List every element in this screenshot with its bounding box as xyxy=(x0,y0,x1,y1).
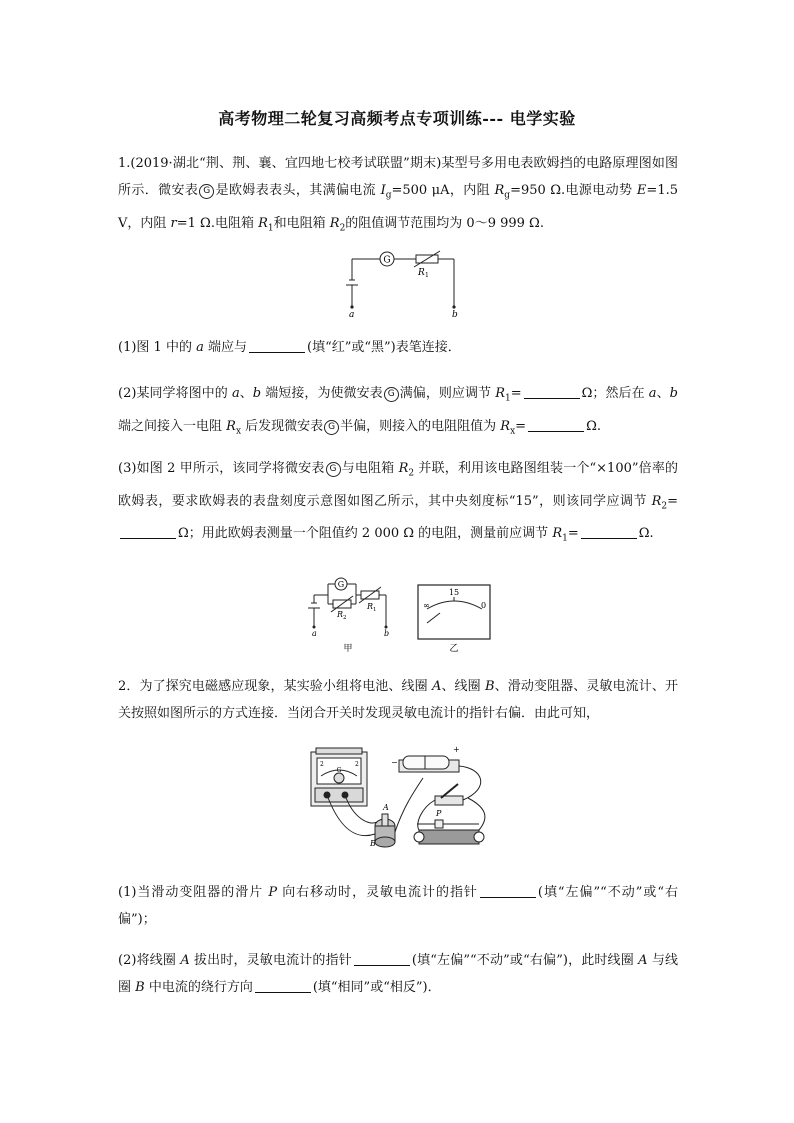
var-coil-a: A xyxy=(180,953,190,968)
var-b: b xyxy=(669,386,678,401)
fig2-label-r2: R xyxy=(337,610,344,619)
q1-s1-text: 端应与 xyxy=(203,340,247,355)
q1-s2-text: 满偏，则应调节 xyxy=(399,386,496,401)
answer-blank[interactable] xyxy=(120,524,176,539)
var-r2-sub: 2 xyxy=(339,223,346,234)
figure-2 xyxy=(300,575,500,655)
battery-plus: + xyxy=(453,745,460,754)
var-a: a xyxy=(231,386,240,401)
question-1-part-2 xyxy=(118,380,678,445)
var-coil-a: A xyxy=(638,953,648,968)
var-a: a xyxy=(196,340,204,355)
var-r1-sub: 1 xyxy=(562,533,568,544)
fig2-label-r1: R xyxy=(367,602,374,611)
var-rx: R xyxy=(500,418,511,434)
battery-minus: − xyxy=(391,758,398,767)
q1-s3-text: 与电阻箱 xyxy=(341,461,399,476)
var-r1-sub: 1 xyxy=(267,223,274,234)
q1-s2-text: 端之间接入一电阻 xyxy=(118,418,227,434)
var-ig-sub: g xyxy=(385,190,392,201)
q1-s2-text: = xyxy=(510,386,522,401)
var-r1-sub: 1 xyxy=(505,393,511,404)
meter-scale-left: 2 xyxy=(320,761,324,768)
q2-stem-text: 2．为了探究电磁感应现象，某实验小组将电池、线圈 xyxy=(118,679,432,694)
var-r2-sub: 2 xyxy=(408,468,415,479)
fig2-label-b: b xyxy=(384,629,390,638)
var-coil-a: A xyxy=(431,679,442,694)
galvanometer-icon: G xyxy=(324,420,339,435)
q1-stem-text: =1.5 V，内阻 xyxy=(118,183,678,231)
q1-stem-text: 的阻值调节范围均为 0～9 999 Ω. xyxy=(345,215,544,231)
answer-blank[interactable] xyxy=(581,524,637,539)
meter-scale-right: 2 xyxy=(355,761,359,768)
q2-s1-text: (1)当滑动变阻器的滑片 xyxy=(118,885,269,900)
var-e: E xyxy=(636,183,647,198)
var-r2: R xyxy=(651,493,662,509)
dial-infinity-mark: ∞ xyxy=(423,601,430,610)
q1-s3-text: = xyxy=(667,493,678,509)
figure-3-apparatus xyxy=(303,738,495,858)
figure-2-jia-circuit xyxy=(308,578,386,627)
q2-s2-text: (填“相同”或“相反”)． xyxy=(312,980,441,995)
q1-stem-text: =1 Ω.电阻箱 xyxy=(176,215,259,231)
fig2-label-r1-sub: 1 xyxy=(373,607,377,613)
var-coil-b: B xyxy=(135,980,145,995)
q1-s2-text: = xyxy=(515,418,527,434)
q1-s3-text: = xyxy=(567,526,579,542)
var-rx-sub: x xyxy=(235,426,242,437)
var-r1: R xyxy=(258,215,268,231)
fig2-caption-jia: 甲 xyxy=(343,644,353,654)
dial-zero-mark: 0 xyxy=(481,601,487,610)
var-b: b xyxy=(252,386,262,401)
slider-p-label: P xyxy=(436,809,442,818)
q2-stem-text: 、滑动变阻器、灵敏电流计、开关按照如图所示的方式连接．当闭合开关时发现灵敏电流计的指针右偏．由此可知， xyxy=(118,679,678,721)
question-2-stem xyxy=(118,673,678,727)
var-r2: R xyxy=(329,215,340,231)
var-rg: R xyxy=(494,183,505,198)
var-rg-sub: g xyxy=(504,190,511,201)
answer-blank[interactable] xyxy=(354,951,410,966)
fig1-label-r1: R xyxy=(418,268,425,278)
var-r1: R xyxy=(552,526,563,542)
q1-s2-text: Ω. xyxy=(586,418,601,434)
answer-blank[interactable] xyxy=(528,417,584,432)
q1-s3-text: Ω；用此欧姆表测量一个阻值约 2 000 Ω 的电阻，测量前应调节 xyxy=(178,526,553,542)
q1-s3-text: 并联，利用该电路图组装一个“×100”倍率的欧姆表，要求欧姆表的表盘刻度示意图如图乙所示，其中央刻度标“15”，则该同学应调节 xyxy=(118,461,678,509)
q2-s2-text: 中电流的绕行方向 xyxy=(144,980,253,995)
var-r1: R xyxy=(495,386,506,401)
q1-stem-text: 和电阻箱 xyxy=(273,215,330,231)
q1-s1-text: (填“红”或“黑”)表笔连接． xyxy=(307,340,461,355)
meter-scale-label: G xyxy=(336,767,342,774)
var-coil-b: B xyxy=(485,679,495,694)
var-ig: I xyxy=(380,183,386,198)
question-2-part-2 xyxy=(118,947,678,1001)
galvanometer-icon: G xyxy=(326,462,341,477)
fig1-label-a: a xyxy=(349,310,355,320)
var-r: r xyxy=(170,215,177,231)
q2-s1-text: 向右移动时，灵敏电流计的指针 xyxy=(277,885,478,900)
q1-stem-text: =950 Ω.电源电动势 xyxy=(510,183,637,198)
fig2-caption-yi: 乙 xyxy=(449,644,459,654)
question-1-stem xyxy=(118,150,678,242)
q1-s2-text: 、 xyxy=(656,386,670,401)
galvanometer-icon: G xyxy=(383,255,391,266)
coil-b-label: B xyxy=(370,839,376,848)
var-a: a xyxy=(648,386,657,401)
fig1-label-r1-sub: 1 xyxy=(425,272,429,279)
var-rx-sub: x xyxy=(510,426,516,437)
coil-a-label: A xyxy=(383,803,389,812)
page-title: 高考物理二轮复习高频考点专项训练--- 电学实验 xyxy=(218,109,576,128)
q1-s2-text: 端短接，为使微安表 xyxy=(261,386,383,401)
q1-stem-text: =500 μA，内阻 xyxy=(391,183,495,198)
answer-blank[interactable] xyxy=(249,338,305,353)
q1-s1-text: (1)图 1 中的 xyxy=(118,340,197,355)
q1-s2-text: 后发现微安表 xyxy=(241,418,324,434)
q2-s1-text: (填“左偏”“不动”或“右偏”)； xyxy=(118,885,678,927)
var-rx: R xyxy=(226,418,236,434)
dial-center-mark: 15 xyxy=(448,588,460,597)
var-r2: R xyxy=(398,461,409,476)
q2-s2-text: (2)将线圈 xyxy=(118,953,181,968)
question-1-part-3 xyxy=(118,455,678,553)
q1-s2-text: Ω；然后在 xyxy=(581,386,649,401)
galvanometer-icon: G xyxy=(199,184,214,199)
galvanometer-icon: G xyxy=(384,387,399,402)
q1-s2-text: 半偏，则接入的电阻阻值为 xyxy=(340,418,501,434)
q1-stem-text: 是欧姆表表头，其满偏电流 xyxy=(215,183,381,198)
answer-blank[interactable] xyxy=(480,883,536,898)
fig2-label-r2-sub: 2 xyxy=(343,615,347,621)
q2-stem-text: 、线圈 xyxy=(441,679,485,694)
figure-1-circuit xyxy=(330,245,470,320)
answer-blank[interactable] xyxy=(524,384,580,399)
q1-s3-text: (3)如图 2 甲所示，该同学将微安表 xyxy=(118,461,325,476)
question-2-part-1 xyxy=(118,879,678,933)
q1-s3-text: Ω. xyxy=(638,526,654,542)
question-1-part-1 xyxy=(118,334,678,361)
galvanometer-icon: G xyxy=(337,580,345,589)
var-r2-sub: 2 xyxy=(661,501,668,512)
q1-s2-text: (2)某同学将图中的 xyxy=(118,386,232,401)
fig1-label-b: b xyxy=(452,310,458,320)
q2-s2-text: (填“左偏”“不动”或“右偏”)，此时线圈 xyxy=(411,953,639,968)
answer-blank[interactable] xyxy=(255,978,311,993)
q1-stem-text: 1.(2019·湖北“荆、荆、襄、宜四地七校考试联盟”期末)某型号多用电表欧姆挡的电路原理图如图所示．微安表 xyxy=(118,156,678,198)
fig2-label-a: a xyxy=(312,629,317,638)
q2-s2-text: 拔出时，灵敏电流计的指针 xyxy=(189,953,352,968)
var-p: P xyxy=(268,885,278,900)
q2-s2-text: 与线圈 xyxy=(118,953,678,995)
q1-s2-text: 、 xyxy=(239,386,253,401)
